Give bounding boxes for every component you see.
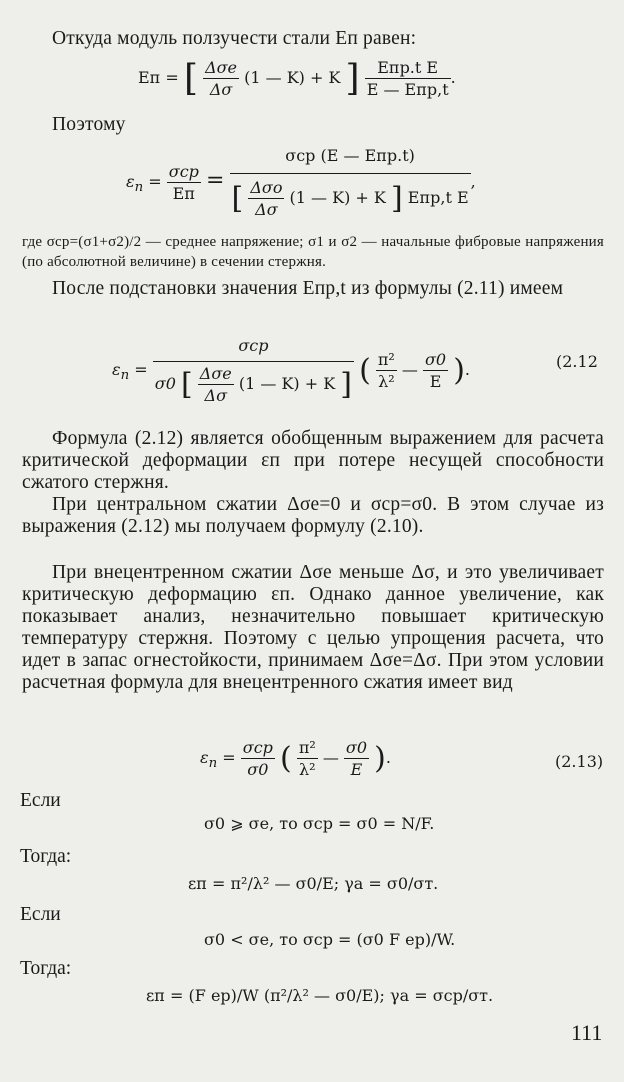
label-then-1: Тогда: <box>20 846 72 867</box>
label-if-2: Если <box>20 904 61 925</box>
paragraph-eccentric-compression: При внецентренном сжатии Δσe меньше Δσ, и это увеличивает критическую деформацию εп. Однако данное увеличение, как показывает анализ, незначительно повышает критическую температуру стержня. Поэтому с целью упрощения расчета, что идет в запас огнестойкости, принимаем Δσe=Δσ. При этом условии расчетная формула для внецентренного сжатия имеет вид <box>22 562 604 693</box>
equation-result-1: εп = π²/λ² — σ0/E; γa = σ0/σт. <box>188 874 439 893</box>
label-if-1: Если <box>20 790 61 811</box>
equation-condition-2: σ0 < σe, то σср = (σ0 F ep)/W. <box>204 930 456 949</box>
equation-condition-1: σ0 ⩾ σe, то σср = σ0 = N/F. <box>204 814 435 833</box>
paragraph-substitution: После подстановки значения Eпр,t из формулы (2.11) имеем <box>52 278 564 299</box>
paragraph-generalized-formula: Формула (2.12) является обобщенным выражением для расчета критической деформации εп при потере несущей способности сжатого стержня. <box>22 428 604 493</box>
equation-strain-1: $\varepsilon_п$ = $\frac{\text{σср}}{Eп}$ = σср (E — Eпр.t) [ $\frac{\text{Δσo}}{\Delta\sigma}$ (1 — K) + K ] Eпр,t E , <box>126 146 476 219</box>
paragraph-intro: Откуда модуль ползучести стали Eп равен: <box>52 28 417 49</box>
equation-result-2: εп = (F ep)/W (π²/λ² — σ0/E); γa = σср/σт. <box>146 986 494 1005</box>
page-number: 111 <box>571 1020 603 1045</box>
paragraph-central-compression: При центральном сжатии Δσe=0 и σср=σ0. В этом случае из выражения (2.12) мы получаем формулу (2.10). <box>22 494 604 537</box>
equation-strain-2: $\varepsilon_п$ = σср σ0 [ $\frac{\text{Δσe}}{\Delta\sigma}$ (1 — K) + K ] ( $\frac{\text{π²}}{\text{λ²}}$ — $\frac{\sigma 0}{E}$ ). <box>112 336 471 405</box>
paragraph-therefore: Поэтому <box>52 114 126 135</box>
equation-number-2-12: (2.12 <box>556 352 598 371</box>
equation-strain-eccentric: $\varepsilon_п$ = $\frac{\text{σср}}{\sigma 0}$ ( $\frac{\text{π²}}{\text{λ²}}$ — $\frac{\sigma 0}{E}$ ). <box>200 738 391 779</box>
equation-number-2-13: (2.13) <box>555 752 604 771</box>
label-then-2: Тогда: <box>20 958 72 979</box>
equation-creep-modulus: Eп = [ $\frac{\text{Δσe}}{\Delta\sigma}$ (1 — K) + K ] $\frac{\text{Eпр.t E}}{\text{E — Eпр,t}}$ . <box>138 58 456 99</box>
paragraph-mean-stress-note: где σср=(σ1+σ2)/2 — среднее напряжение; σ1 и σ2 — начальные фибровые напряжения (по абсолютной величине) в сечении стержня. <box>22 234 604 270</box>
